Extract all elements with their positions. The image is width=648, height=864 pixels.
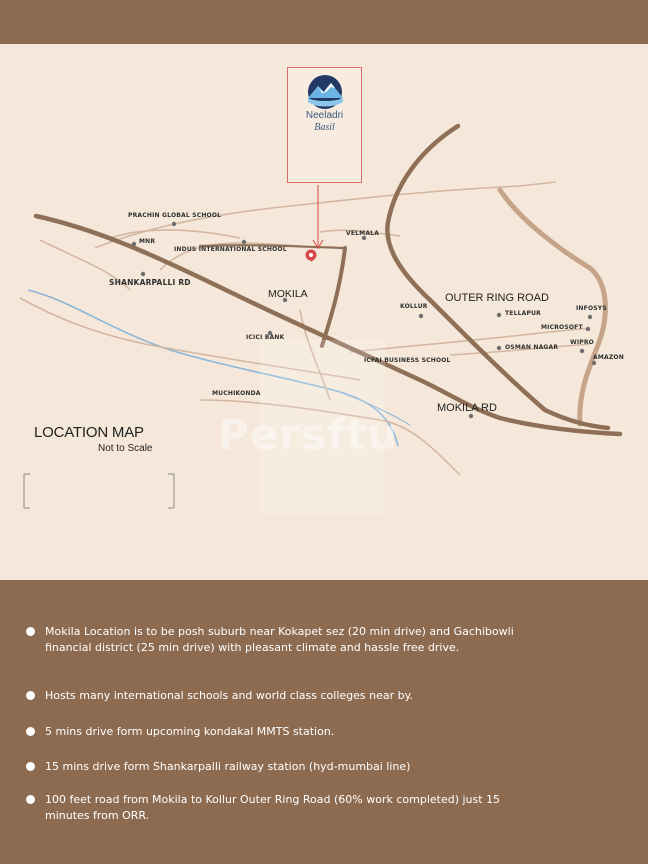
bullet-dot-icon <box>26 795 35 804</box>
label-velmala: VELMALA <box>346 230 380 237</box>
label-wipro: WIPRO <box>570 339 594 346</box>
legend-frame <box>24 474 174 508</box>
top-band <box>0 0 648 44</box>
legend-title: LOCATION MAP <box>34 424 144 441</box>
label-mokila: MOKILA <box>268 288 308 300</box>
dot-microsoft <box>586 327 590 331</box>
bullet-dot-icon <box>26 691 35 700</box>
bullet-text: Mokila Location is to be posh suburb near Kokapet sez (20 min drive) and Gachibowli financial district (25 min drive) with pleasant climate and hassle free drive. <box>45 625 514 654</box>
dot-osman <box>497 346 501 350</box>
label-indus-international-school: INDUS INTERNATIONAL SCHOOL <box>174 246 287 253</box>
road-orr-link <box>387 126 608 428</box>
dot-amazon <box>592 361 596 365</box>
label-infosys: INFOSYS <box>576 305 607 312</box>
label-tellapur: TELLAPUR <box>505 310 541 317</box>
mountain-logo-icon <box>288 72 361 112</box>
dot-infosys <box>588 315 592 319</box>
info-bullet <box>26 792 526 824</box>
label-icfai-business-school: ICFAI BUSINESS SCHOOL <box>364 357 451 364</box>
road-mokila-north <box>322 248 345 346</box>
bullet-text: 100 feet road from Mokila to Kollur Outer Ring Road (60% work completed) just 15 minutes from ORR. <box>45 793 501 822</box>
bullet-dot-icon <box>26 627 35 636</box>
bullet-dot-icon <box>26 762 35 771</box>
location-pin-icon <box>306 250 317 263</box>
dot-shankarpalli <box>141 272 145 276</box>
info-bullet <box>26 724 526 740</box>
label-osman-nagar: OSMAN NAGAR <box>505 344 559 351</box>
label-mnr: MNR <box>139 238 156 245</box>
dot-prachin <box>172 222 176 226</box>
label-muchikonda: MUCHIKONDA <box>212 390 261 397</box>
label-mokila-rd: MOKILA RD <box>437 402 497 414</box>
location-map-legend <box>24 418 174 464</box>
watermark: Persftu <box>218 410 399 459</box>
logo-sub: Basil <box>314 122 335 133</box>
label-microsoft: MICROSOFT <box>541 324 583 331</box>
info-bullet <box>26 624 526 656</box>
label-amazon: AMAZON <box>593 354 624 361</box>
label-icici-bank: ICICI BANK <box>246 334 285 341</box>
info-panel <box>0 580 648 864</box>
project-logo <box>287 67 362 183</box>
label-shankarpalli-rd: SHANKARPALLI RD <box>109 278 191 287</box>
bullet-text: 15 mins drive form Shankarpalli railway station (hyd-mumbai line) <box>45 760 411 773</box>
bullet-text: Hosts many international schools and world class colleges near by. <box>45 689 414 702</box>
info-bullet <box>26 688 526 704</box>
bullet-dot-icon <box>26 727 35 736</box>
label-kollur: KOLLUR <box>400 303 428 310</box>
legend-subtitle: Not to Scale <box>98 443 153 454</box>
dot-kollur <box>419 314 423 318</box>
dot-mnr <box>132 242 136 246</box>
dot-tellapur <box>497 313 501 317</box>
dot-wipro <box>580 349 584 353</box>
logo-name: Neeladri <box>305 110 344 121</box>
label-prachin-global-school: PRACHIN GLOBAL SCHOOL <box>128 212 222 219</box>
label-outer-ring-road: OUTER RING ROAD <box>445 292 549 304</box>
bullet-text: 5 mins drive form upcoming kondakal MMTS station. <box>45 725 335 738</box>
dot-indus <box>242 240 246 244</box>
dot-mokila-rd <box>469 414 473 418</box>
info-bullet <box>26 759 526 775</box>
